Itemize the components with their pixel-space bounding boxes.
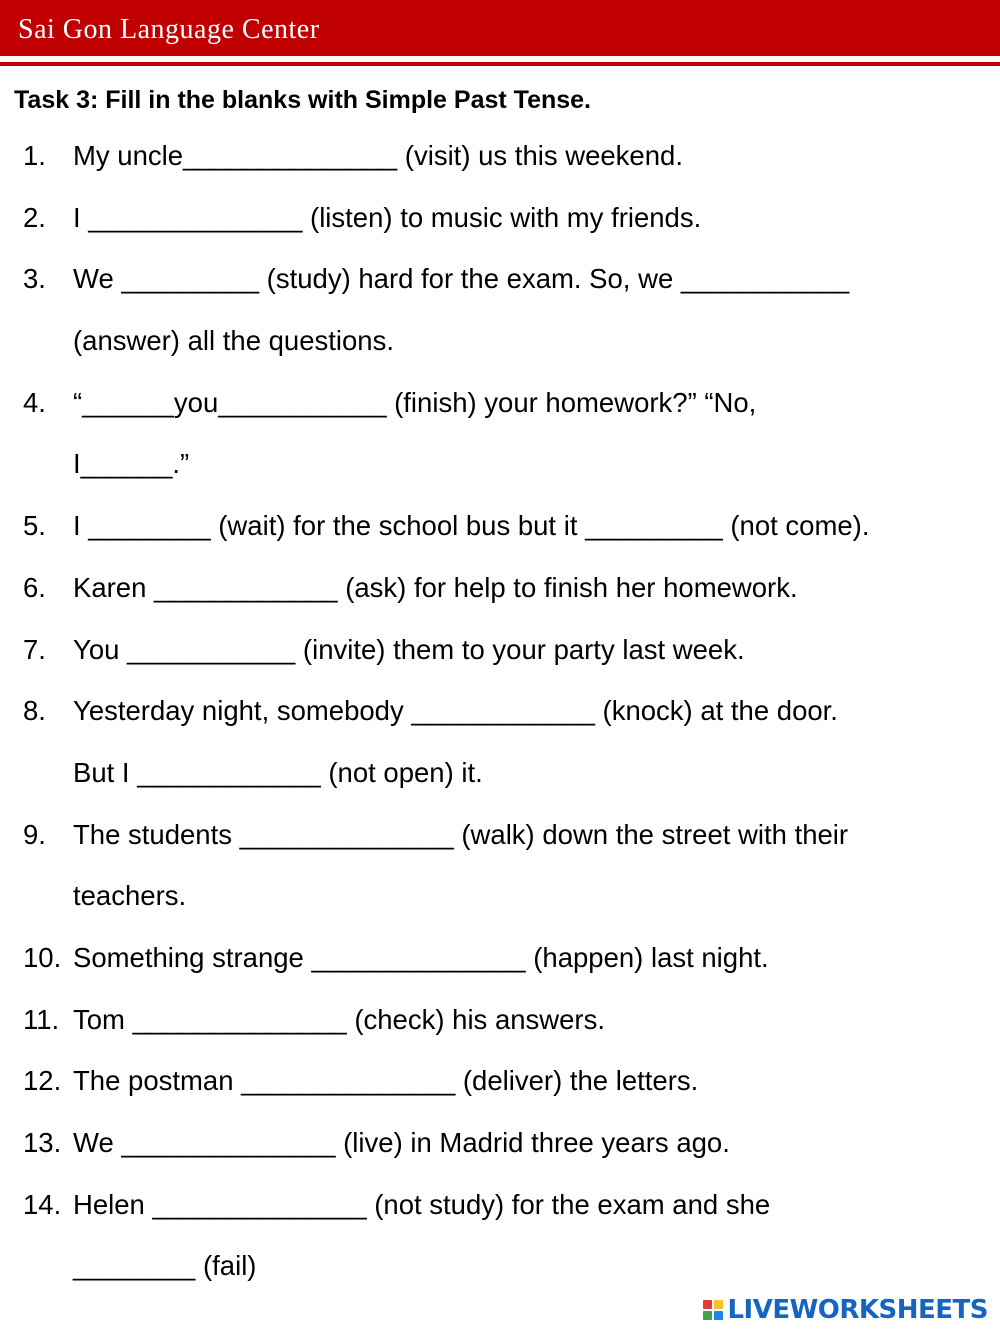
- exercise-number: 11.: [23, 1003, 60, 1035]
- logo-square-blue: [714, 1311, 723, 1320]
- liveworksheets-watermark: [703, 1295, 988, 1325]
- exercise-text: Yesterday night, somebody ____________ (knock) at the door.: [73, 695, 838, 727]
- exercise-line-7: [0, 620, 1000, 682]
- watermark-text: LIVEWORKSHEETS: [727, 1295, 988, 1325]
- exercise-number: 12.: [23, 1065, 62, 1097]
- header-bar: [0, 0, 1000, 56]
- exercise-number: 4.: [23, 386, 46, 418]
- exercise-text: (answer) all the questions.: [73, 325, 394, 357]
- exercise-text: My uncle______________ (visit) us this weekend.: [73, 140, 683, 171]
- exercise-number: 8.: [23, 695, 46, 727]
- exercise-text: The students ______________ (walk) down the street with their: [73, 818, 849, 850]
- exercise-text: Something strange ______________ (happen) last night.: [73, 941, 769, 973]
- exercise-text: I ________ (wait) for the school bus but it _________ (not come).: [73, 510, 870, 542]
- exercise-text: ________ (fail): [73, 1250, 257, 1282]
- exercise-line-14: [0, 1175, 1000, 1237]
- logo-square-green: [703, 1311, 712, 1320]
- exercise-text: Karen ____________ (ask) for help to finish her homework.: [73, 571, 798, 603]
- exercise-line-3: [0, 249, 1000, 311]
- exercise-line-9: [0, 805, 1000, 867]
- header-rule: [0, 62, 1000, 66]
- exercise-text: “______you___________ (finish) your homework?” “No,: [73, 386, 757, 418]
- exercise-line-6: [0, 558, 1000, 620]
- exercise-line-2: [0, 188, 1000, 250]
- exercise-line-1: [0, 126, 1000, 188]
- exercise-text: Helen ______________ (not study) for the exam and she: [73, 1188, 771, 1220]
- liveworksheets-logo-icon: [703, 1300, 723, 1320]
- exercise-text: Tom ______________ (check) his answers.: [73, 1003, 605, 1035]
- exercise-line-11: [0, 990, 1000, 1052]
- header-title: Sai Gon Language Center: [18, 14, 320, 45]
- exercise-text: teachers.: [73, 880, 187, 912]
- exercise-line-12: [0, 1051, 1000, 1113]
- exercise-number: 1.: [23, 140, 46, 171]
- exercise-line-14-continued: [0, 1236, 1000, 1298]
- exercise-number: 9.: [23, 818, 46, 850]
- exercise-line-9-continued: [0, 866, 1000, 928]
- exercise-line-8: [0, 681, 1000, 743]
- exercise-line-8-continued: [0, 743, 1000, 805]
- exercise-number: 14.: [23, 1188, 62, 1220]
- exercise-number: 3.: [23, 263, 46, 295]
- exercise-text: But I ____________ (not open) it.: [73, 756, 483, 788]
- exercise-number: 10.: [23, 941, 62, 973]
- task-title: Task 3: Fill in the blanks with Simple Past Tense.: [14, 86, 592, 114]
- exercise-text: We ______________ (live) in Madrid three years ago.: [73, 1127, 730, 1158]
- exercise-number: 13.: [23, 1127, 62, 1158]
- exercise-line-4: [0, 373, 1000, 435]
- exercise-line-3-continued: [0, 311, 1000, 373]
- exercise-number: 6.: [23, 571, 46, 603]
- logo-square-yellow: [714, 1300, 723, 1309]
- exercise-line-10: [0, 928, 1000, 990]
- exercise-line-5: [0, 496, 1000, 558]
- exercise-text: The postman ______________ (deliver) the letters.: [73, 1065, 699, 1097]
- exercise-text: You ___________ (invite) them to your party last week.: [73, 633, 745, 665]
- exercise-line-4-continued: [0, 434, 1000, 496]
- exercise-number: 2.: [23, 201, 46, 233]
- exercise-text: I ______________ (listen) to music with my friends.: [73, 201, 702, 233]
- exercise-number: 7.: [23, 633, 46, 665]
- exercise-text: We _________ (study) hard for the exam. So, we ___________: [73, 263, 850, 295]
- exercise-list: [0, 126, 1000, 1298]
- exercise-text: I______.”: [73, 448, 190, 480]
- exercise-number: 5.: [23, 510, 46, 542]
- logo-square-red: [703, 1300, 712, 1309]
- exercise-line-13: [0, 1113, 1000, 1175]
